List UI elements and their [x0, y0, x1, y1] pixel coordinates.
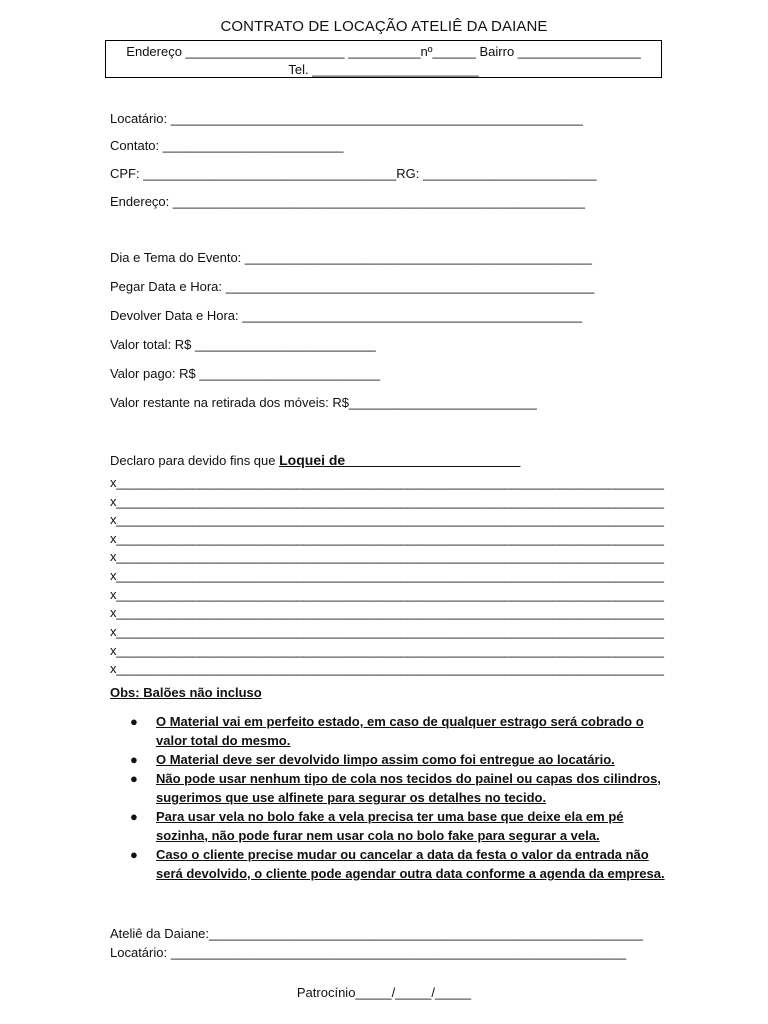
field-cpf-rg: CPF: ___________________________________RG: ________________________: [110, 166, 597, 181]
field-contato: Contato: _________________________: [110, 138, 344, 153]
x-line: x_______________________________________________________________________________: [110, 512, 664, 527]
rule-item: ● O Material deve ser devolvido limpo assim como foi entregue ao locatário.: [130, 752, 615, 767]
bullet-icon: ●: [130, 771, 138, 786]
x-line: x_______________________________________________________________________________: [110, 494, 664, 509]
rule-item: ● Caso o cliente precise mudar ou cancelar a data da festa o valor da entrada não será devolvido, o cliente pode agendar outra data conforme a agenda da empresa.: [130, 847, 665, 881]
rule-item: ● O Material vai em perfeito estado, em caso de qualquer estrago será cobrado o valor total do mesmo.: [130, 714, 644, 748]
x-line: x_______________________________________________________________________________: [110, 475, 664, 490]
x-line: x_______________________________________________________________________________: [110, 587, 664, 602]
x-line: x_______________________________________________________________________________: [110, 531, 664, 546]
field-locatario: Locatário: _________________________________________________________: [110, 111, 583, 126]
rule-item: ● Para usar vela no bolo fake a vela precisa ter uma base que deixe ela em pé sozinha, não pode furar nem usar cola no bolo fake para segurar a vela.: [130, 809, 624, 843]
field-devolver: Devolver Data e Hora: _______________________________________________: [110, 308, 583, 323]
field-valor-total: Valor total: R$ _________________________: [110, 337, 376, 352]
header-address-line: Endereço ______________________ __________nº______ Bairro _________________: [126, 44, 641, 59]
obs-note: Obs: Balões não incluso: [110, 685, 262, 700]
bullet-icon: ●: [130, 752, 138, 767]
rule-item: ● Não pode usar nenhum tipo de cola nos tecidos do painel ou capas dos cilindros, sugerimos que use alfinete para segurar os detalhes no tecido.: [130, 771, 661, 805]
patrocinio-date: Patrocínio_____/_____/_____: [296, 985, 472, 1000]
x-line: x_______________________________________________________________________________: [110, 643, 664, 658]
bullet-icon: ●: [130, 809, 138, 824]
signature-locatario: Locatário: _______________________________________________________________: [110, 945, 627, 960]
x-line: x_______________________________________________________________________________: [110, 568, 664, 583]
header-box: [105, 40, 662, 78]
bullet-icon: ●: [130, 714, 138, 729]
document-title: CONTRATO DE LOCAÇÃO ATELIÊ DA DAIANE: [220, 18, 548, 35]
field-valor-restante: Valor restante na retirada dos móveis: R$__________________________: [110, 395, 537, 410]
field-dia-tema: Dia e Tema do Evento: ________________________________________________: [110, 250, 592, 265]
declaration-loquei: Loquei de ______________________: [279, 452, 521, 468]
rules-list: [130, 712, 665, 883]
signature-atelie: Ateliê da Daiane:____________________________________________________________: [110, 926, 643, 941]
field-pegar: Pegar Data e Hora: ___________________________________________________: [110, 279, 595, 294]
field-endereco: Endereço: _________________________________________________________: [110, 194, 585, 209]
header-phone-line: Tel. _______________________: [288, 62, 479, 77]
field-valor-pago: Valor pago: R$ _________________________: [110, 366, 381, 381]
x-line: x_______________________________________________________________________________: [110, 661, 664, 676]
declaration: [110, 452, 520, 468]
x-line: x_______________________________________________________________________________: [110, 605, 664, 620]
x-line: x_______________________________________________________________________________: [110, 549, 664, 564]
bullet-icon: ●: [130, 847, 138, 862]
x-line: x_______________________________________________________________________________: [110, 624, 664, 639]
declaration-prefix: Declaro para devido fins que: [110, 453, 280, 468]
